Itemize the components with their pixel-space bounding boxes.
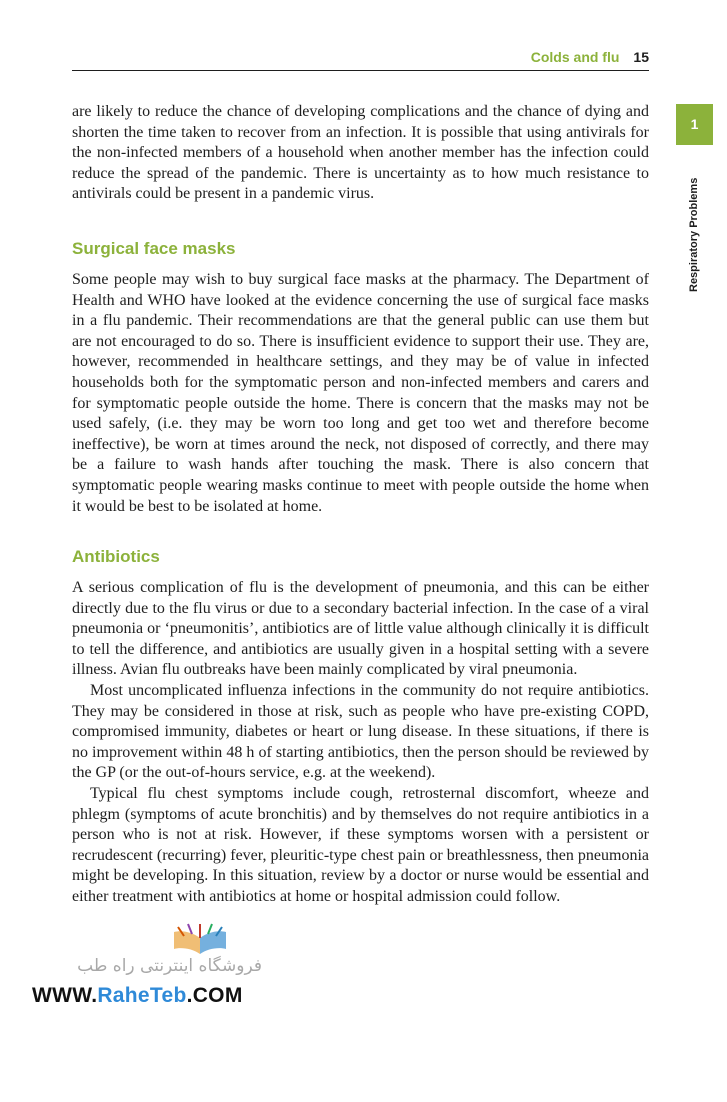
chapter-number-tab: 1 [676,104,713,145]
paragraph-masks: Some people may wish to buy surgical face masks at the pharmacy. The Department of Health and WHO have looked at the evidence concerning the use of surgical face masks in a flu pandemic. Their recommendations are that the general public can use them but are not encouraged to do so. There is insufficient evidence to support their use. They are, however, recommended in healthcare settings, and they may be of value in infected households both for the symptomatic person and non-infected members and carers and for symptomatic people outside the home. There is concern that the masks may not be used safely, (i.e. they may be worn too long and get too wet and therefore become ineffective), be worn at times around the neck, not disposed of correctly, and there may be a failure to wash hands after touching the mask. There is also concern that symptomatic people wearing masks continue to meet with people outside the home when it would be best to be isolated at home. [72,270,649,515]
chapter-title-vertical: Respiratory Problems [688,177,700,292]
heading-surgical-face-masks: Surgical face masks [72,238,236,258]
header-rule [72,70,649,71]
running-header [72,47,649,69]
page-body [72,102,649,908]
watermark-url-suffix: .COM [186,984,243,1007]
watermark-persian-text: فروشگاه اینترنتی راه طب [77,956,262,976]
section-title: Colds and flu [530,49,620,65]
paragraph-intro: are likely to reduce the chance of developing complications and the chance of dying and shorten the time taken to recover from an infection. It is possible that using antivirals for the non-infected members of a household when another member has the infection could reduce the spread of the pandemic. There is uncertainty as to how much resistance to antivirals could be present in a pandemic virus. [72,103,649,203]
heading-antibiotics: Antibiotics [72,547,160,567]
paragraph-antibiotics-2: Most uncomplicated influenza infections in the community do not require antibiotics. They may be considered in those at risk, such as people who have pre-existing COPD, compromised immunity, diabetes or heart or lung disease. In these situations, if there is no improvement within 48 h of starting antibiotics, then the person should be reviewed by the GP (or the out-of-hours service, e.g. at the weekend). [72,682,649,782]
watermark-url-name: RaheTeb [97,984,187,1007]
watermark-url-prefix: WWW. [32,984,98,1007]
paragraph-antibiotics-3: Typical flu chest symptoms include cough, retrosternal discomfort, wheeze and phlegm (symptoms of acute bronchitis) and by themselves do not require antibiotics in a person who is not at risk. However, if these symptoms worsen with a persistent or recrudescent (recurring) fever, pleuritic-type chest pain or breathlessness, then pneumonia might be developing. In this situation, review by a doctor or nurse would be essential and either treatment with antibiotics at home or hospital admission could follow. [72,785,649,905]
page-number: 15 [633,49,649,65]
watermark-url [32,984,332,1010]
book-logo-icon [170,920,230,960]
paragraph-antibiotics-1: A serious complication of flu is the development of pneumonia, and this can be either directly due to the flu virus or due to a secondary bacterial infection. In the case of a viral pneumonia or ‘pneumonitis’, antibiotics are of little value although clinically it is difficult to tell the difference, and antibiotics are usually given in a hospital setting with a severe illness. Avian flu outbreaks have been mainly complicated by viral pneumonia. [72,579,649,679]
watermark [32,920,432,1010]
